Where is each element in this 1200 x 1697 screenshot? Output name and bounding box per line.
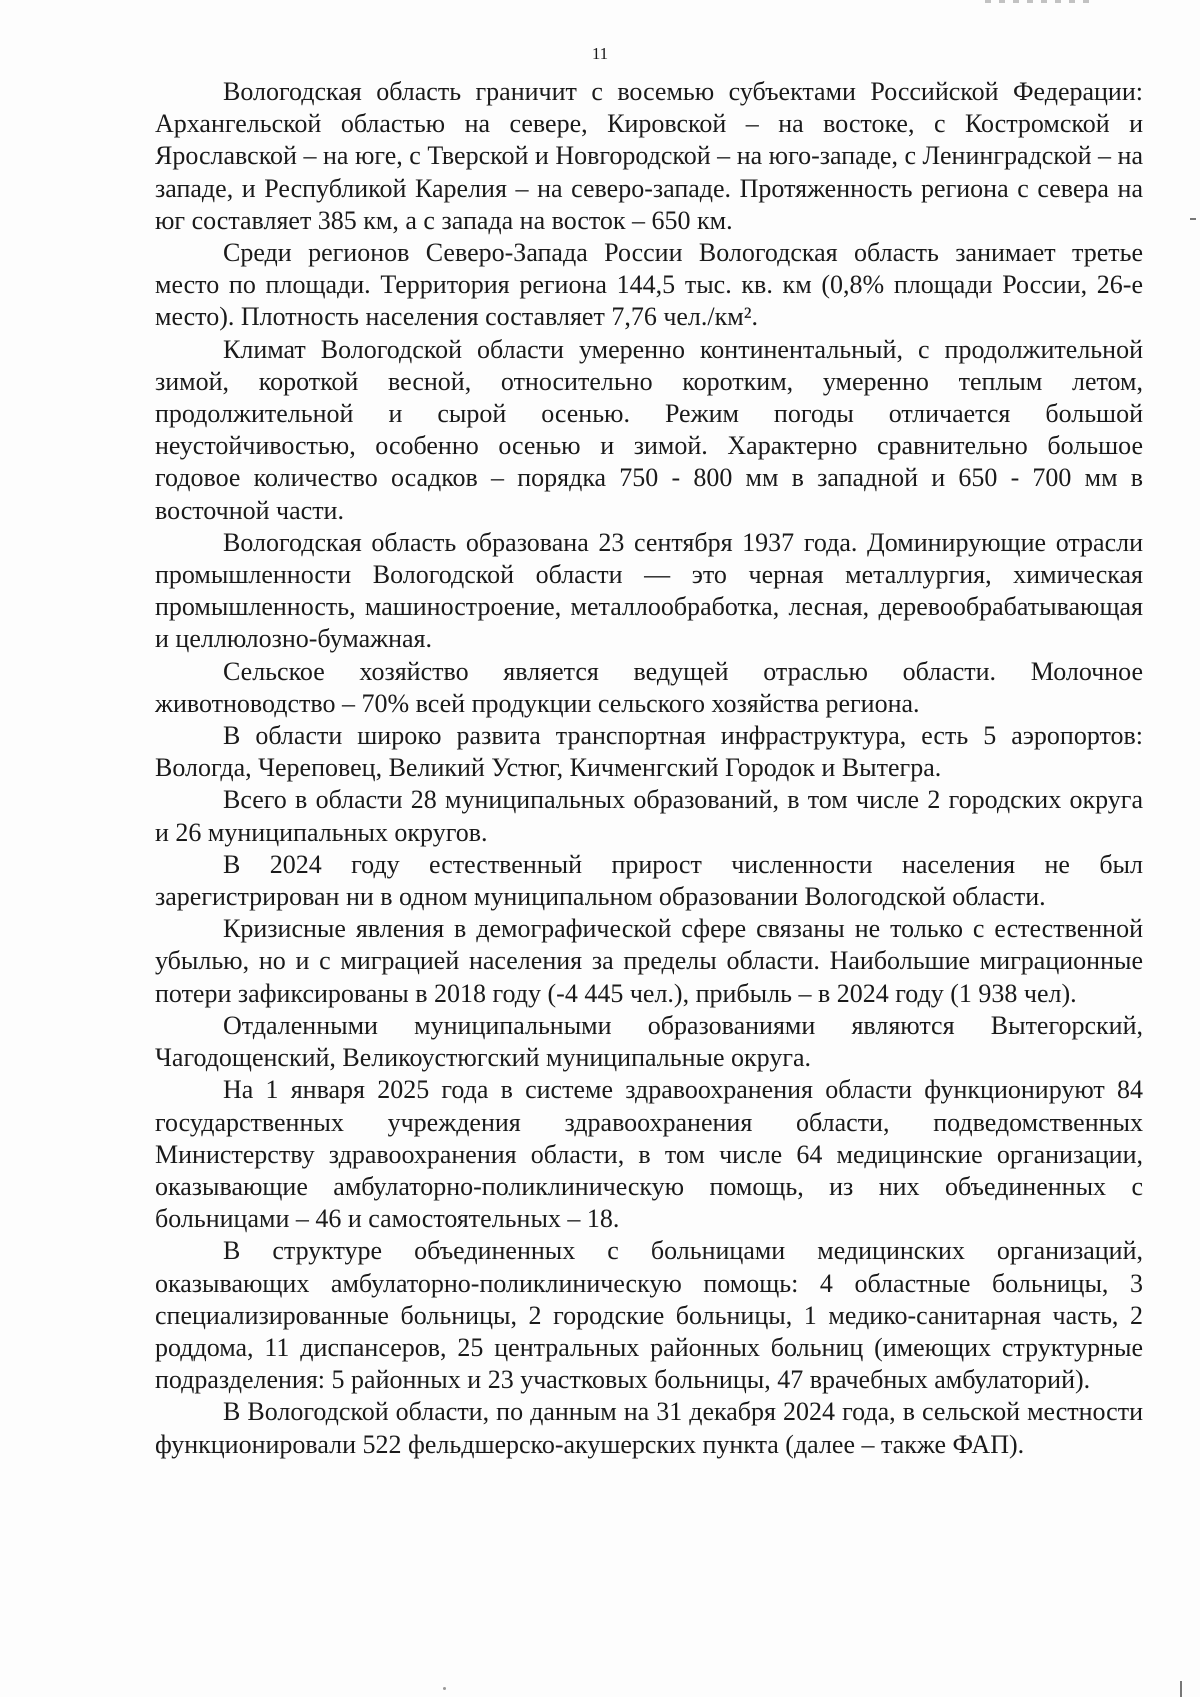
paragraph-climate: Климат Вологодской области умеренно континентальный, с продолжительной зимой, короткой весной, относительно коротким, умеренно теплым летом, продолжительной и сырой осенью. Режим погоды отличается большой неустойчивостью, особенно осенью и зимой. Характерно сравнительно большое годовое количество осадков – порядка 750 - 800 мм в западной и 650 - 700 мм в восточной части. [155, 334, 1143, 525]
scan-artifact-right [1190, 218, 1196, 220]
paragraph-migration: Кризисные явления в демографической сфере связаны не только с естественной убылью, но и с миграцией населения за пределы области. Наибольшие миграционные потери зафиксированы в 2018 году (-4 445 чел.), прибыль – в 2024 году (1 938 чел). [155, 914, 1143, 1008]
paragraph-fap: В Вологодской области, по данным на 31 декабря 2024 года, в сельской местности функционировали 522 фельдшерско-акушерских пункта (далее – также ФАП). [155, 1397, 1143, 1459]
paragraph-remote-districts: Отдаленными муниципальными образованиями являются Вытегорский, Чагодощенский, Великоустюгский муниципальные округа. [155, 1010, 1143, 1073]
paragraph-area: Среди регионов Северо-Запада России Вологодская область занимает третье место по площади. Территория региона 144,5 тыс. кв. км (0,8% площади России, 26-е место). Плотность населения составляет 7,76 чел./км². [155, 238, 1143, 332]
paragraph-industry: Вологодская область образована 23 сентября 1937 года. Доминирующие отрасли промышленности Вологодской области — это черная металлургия, химическая промышленность, машиностроение, металлообработка, лесная, деревообрабатывающая и целлюлозно-бумажная. [155, 527, 1143, 654]
paragraph-municipalities: Всего в области 28 муниципальных образований, в том числе 2 городских округа и 26 муниципальных округов. [155, 785, 1143, 847]
scan-artifact-top [985, 0, 1095, 3]
paragraph-hospital-structure: В структуре объединенных с больницами медицинских организаций, оказывающих амбулаторно-поликлиническую помощь: 4 областные больницы, 3 специализированные больницы, 2 городские больницы, 1 медико-санитарная часть, 2 роддома, 11 диспансеров, 25 центральных районных больниц (имеющих структурные подразделения: 5 районных и 23 участковых больницы, 47 врачебных амбулаторий). [155, 1236, 1143, 1395]
body-text [155, 76, 1143, 1461]
scan-artifact-bottom [1180, 1681, 1182, 1697]
paragraph-borders: Вологодская область граничит с восемью субъектами Российской Федерации: Архангельской областью на севере, Кировской – на востоке, с Костромской и Ярославской – на юге, с Тверской и Новгородской – на юго-западе, с Ленинградской – на западе, и Республикой Карелия – на северо-западе. Протяженность региона с севера на юг составляет 385 км, а с запада на восток – 650 км. [155, 77, 1143, 235]
paragraph-natural-growth: В 2024 году естественный прирост численности населения не был зарегистрирован ни в одном муниципальном образовании Вологодской области. [155, 849, 1143, 912]
paragraph-agriculture: Сельское хозяйство является ведущей отраслью области. Молочное животноводство – 70% всей продукции сельского хозяйства региона. [155, 656, 1143, 718]
paragraph-transport: В области широко развита транспортная инфраструктура, есть 5 аэропортов: Вологда, Череповец, Великий Устюг, Кичменгский Городок и Вытегра. [155, 721, 1143, 783]
scan-artifact-dot [443, 1687, 446, 1690]
paragraph-healthcare-institutions: На 1 января 2025 года в системе здравоохранения области функционируют 84 государственных учреждения здравоохранения области, подведомственных Министерству здравоохранения области, в том числе 64 медицинские организации, оказывающие амбулаторно-поликлиническую помощь, из них объединенных с больницами – 46 и самостоятельных – 18. [155, 1075, 1143, 1234]
page-number: 11 [591, 44, 609, 63]
